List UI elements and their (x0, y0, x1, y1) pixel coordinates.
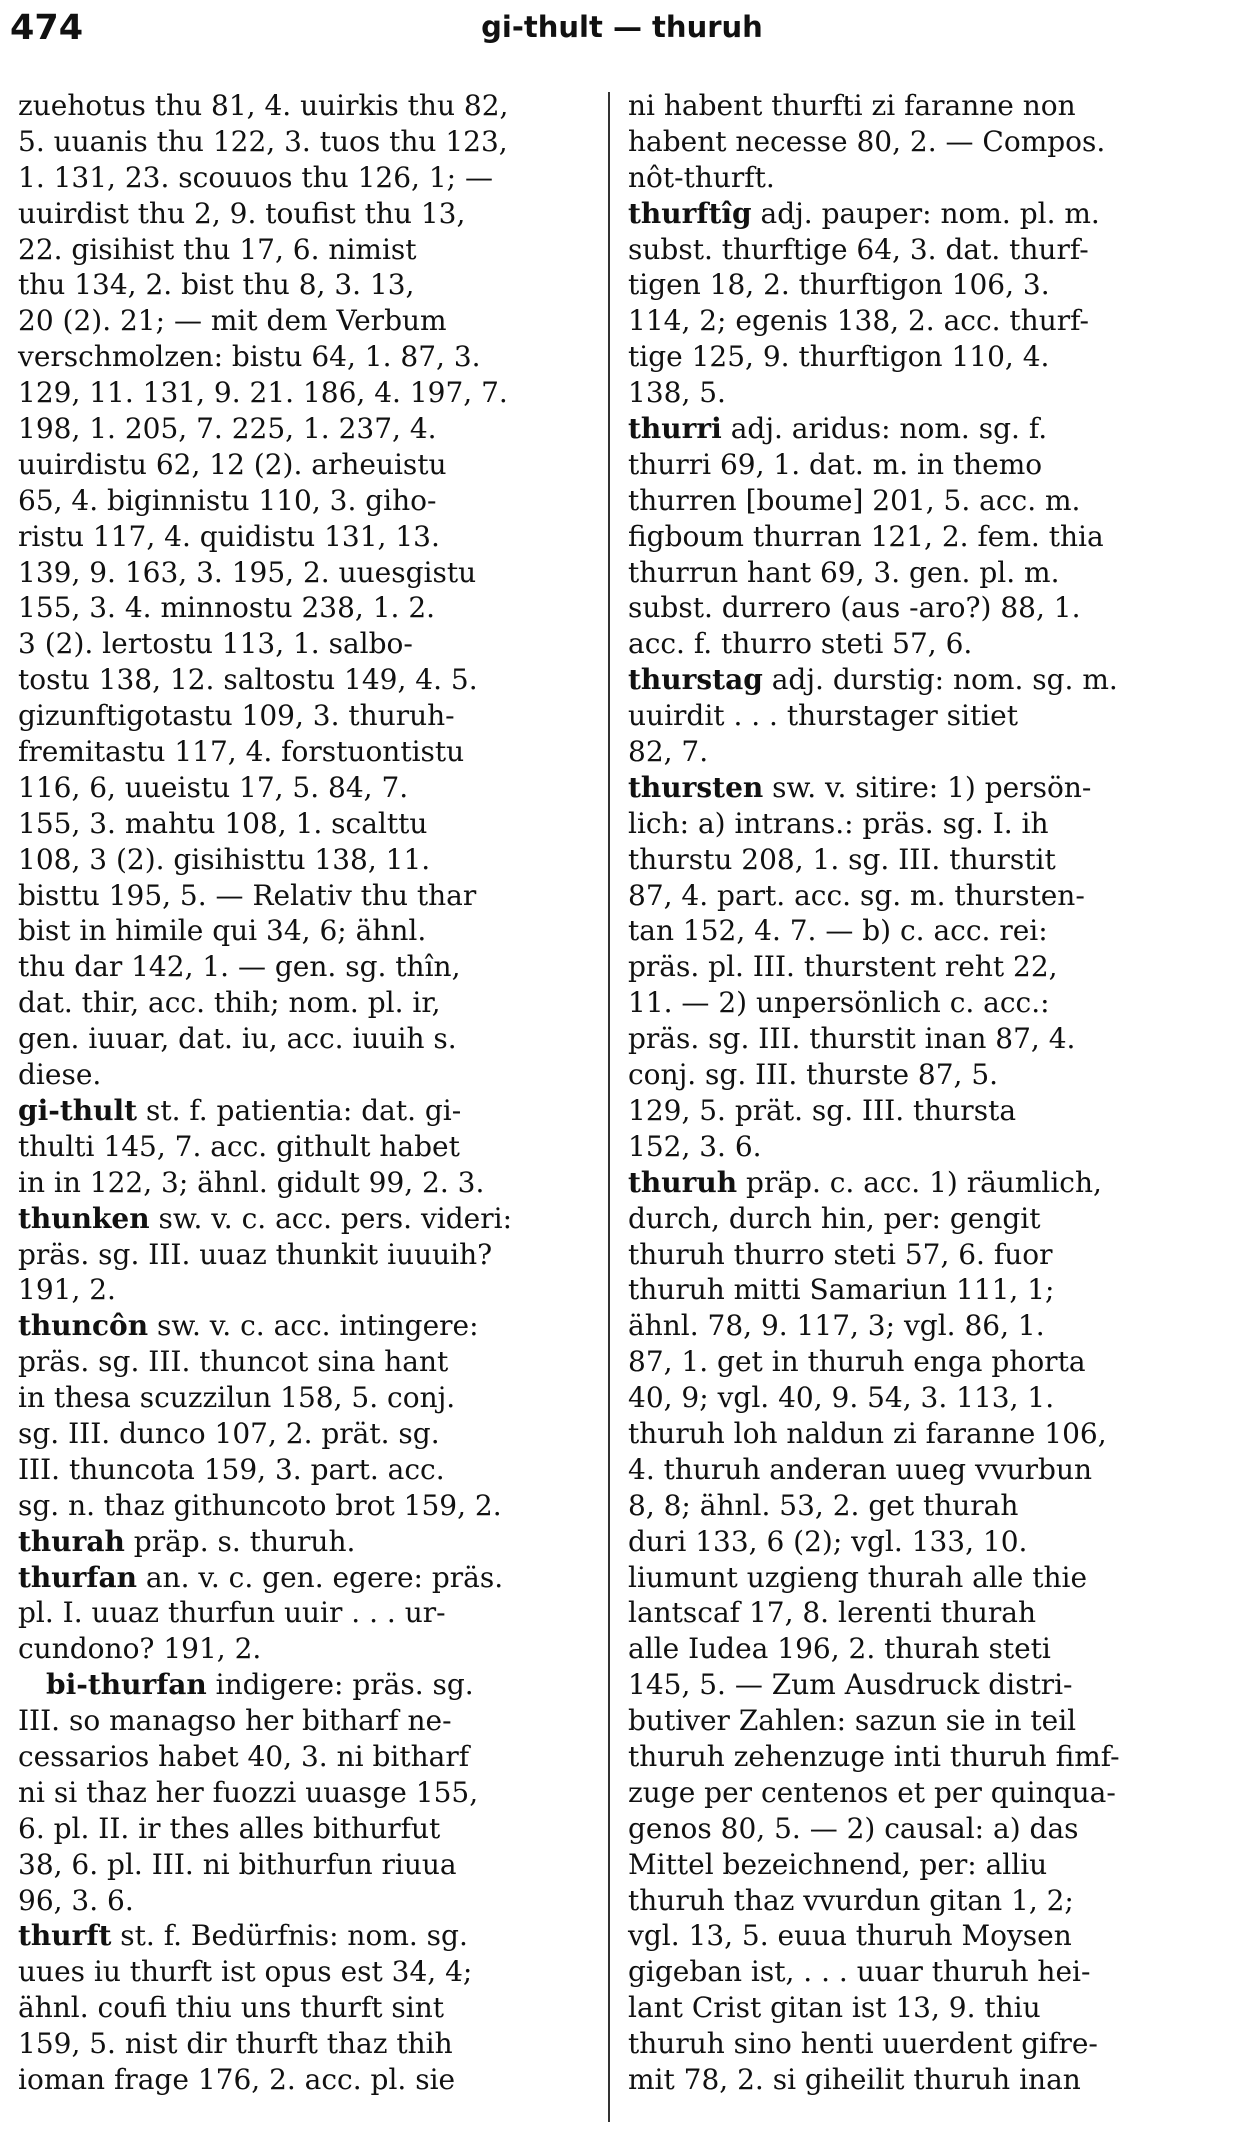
entry-line: thuruh thaz vvurdun gitan 1, 2; (628, 1883, 1074, 1917)
entry-line: uuirdit . . . thurstager sitiet (628, 699, 1018, 733)
entry-line: subst. durrero (aus -aro?) 88, 1. (628, 591, 1081, 625)
entry-line: liumunt uzgieng thurah alle thie (628, 1560, 1088, 1594)
entry-line: 22. gisihist thu 17, 6. nimist (18, 232, 417, 266)
headword: bi-thurfan (46, 1668, 207, 1702)
entry-line: thulti 145, 7. acc. githult habet (18, 1129, 460, 1163)
entry-line: 114, 2; egenis 138, 2. acc. thurf- (628, 304, 1089, 338)
entry-line: 139, 9. 163, 3. 195, 2. uuesgistu (18, 555, 477, 589)
entry-line: 5. uuanis thu 122, 3. tuos thu 123, (18, 124, 508, 158)
entry-line: verschmolzen: bistu 64, 1. 87, 3. (18, 340, 481, 374)
entry-line: thurstag adj. durstig: nom. sg. m. (628, 663, 1118, 697)
entry-line: tige 125, 9. thurftigon 110, 4. (628, 340, 1050, 374)
entry-line: in thesa scuzzilun 158, 5. conj. (18, 1381, 456, 1415)
entry-line: 8, 8; ähnl. 53, 2. get thurah (628, 1488, 1019, 1522)
entry-line: lantscaf 17, 8. lerenti thurah (628, 1596, 1037, 1630)
entry-line: 198, 1. 205, 7. 225, 1. 237, 4. (18, 412, 437, 446)
entry-line: 191, 2. (18, 1273, 116, 1307)
entry-line: 152, 3. 6. (628, 1129, 762, 1163)
entry-line: thunken sw. v. c. acc. pers. videri: (18, 1201, 513, 1235)
entry-line: alle Iudea 196, 2. thurah steti (628, 1632, 1051, 1666)
entry-line: III. so managso her bitharf ne- (18, 1704, 452, 1738)
headword: thurri (628, 412, 722, 446)
entry-line: figboum thurran 121, 2. fem. thia (628, 519, 1104, 553)
entry-line: thuruh thurro steti 57, 6. fuor (628, 1237, 1053, 1271)
entry-line: 11. — 2) unpersönlich c. acc.: (628, 986, 1050, 1020)
entry-line: butiver Zahlen: sazun sie in teil (628, 1704, 1077, 1738)
entry-line: thurren [boume] 201, 5. acc. m. (628, 483, 1081, 517)
entry-line: III. thuncota 159, 3. part. acc. (18, 1452, 445, 1486)
entry-line: 82, 7. (628, 735, 709, 769)
entry-line: thuruh zehenzuge inti thuruh fimf- (628, 1739, 1120, 1773)
entry-line: präs. sg. III. thurstit inan 87, 4. (628, 1022, 1076, 1056)
entry-line: gizunftigotastu 109, 3. thuruh- (18, 699, 455, 733)
headword: thurfan (18, 1560, 137, 1594)
entry-line: pl. I. uuaz thurfun uuir . . . ur- (18, 1596, 446, 1630)
entry-line: uues iu thurft ist opus est 34, 4; (18, 1955, 473, 1989)
entry-line: 129, 5. prät. sg. III. thursta (628, 1093, 1017, 1127)
entry-line: 87, 4. part. acc. sg. m. thursten- (628, 878, 1085, 912)
headword: thurstag (628, 663, 763, 697)
entry-line: 20 (2). 21; — mit dem Verbum (18, 304, 447, 338)
entry-line: 155, 3. mahtu 108, 1. scalttu (18, 806, 428, 840)
entry-line: thuruh loh naldun zi faranne 106, (628, 1416, 1107, 1450)
entry-line: 3 (2). lertostu 113, 1. salbo- (18, 627, 413, 661)
entry-line: lant Crist gitan ist 13, 9. thiu (628, 1991, 1041, 2025)
entry-line: Mittel bezeichnend, per: alliu (628, 1847, 1048, 1881)
entry-line: präs. pl. III. thurstent reht 22, (628, 950, 1058, 984)
entry-line: duri 133, 6 (2); vgl. 133, 10. (628, 1524, 1028, 1558)
entry-line: lich: a) intrans.: präs. sg. I. ih (628, 806, 1049, 840)
entry-line: 108, 3 (2). gisihisttu 138, 11. (18, 842, 431, 876)
entry-line: 116, 6, uueistu 17, 5. 84, 7. (18, 770, 409, 804)
entry-line: thurft st. f. Bedürfnis: nom. sg. (18, 1919, 468, 1953)
entry-line: 145, 5. — Zum Ausdruck distri- (628, 1668, 1073, 1702)
entry-line: uuirdistu 62, 12 (2). arheuistu (18, 447, 447, 481)
entry-line: 40, 9; vgl. 40, 9. 54, 3. 113, 1. (628, 1381, 1055, 1415)
entry-line: tigen 18, 2. thurftigon 106, 3. (628, 268, 1050, 302)
headword: thunken (18, 1201, 150, 1235)
entry-line: zuehotus thu 81, 4. uuirkis thu 82, (18, 89, 509, 122)
right-column (628, 88, 1198, 2098)
entry-line: thurfan an. v. c. gen. egere: präs. (18, 1560, 504, 1594)
entry-line: präs. sg. III. thuncot sina hant (18, 1345, 449, 1379)
entry-line: 65, 4. biginnistu 110, 3. giho- (18, 483, 437, 517)
headword: thuncôn (18, 1309, 149, 1343)
entry-line: ähnl. 78, 9. 117, 3; vgl. 86, 1. (628, 1309, 1045, 1343)
entry-line: tostu 138, 12. saltostu 149, 4. 5. (18, 663, 478, 697)
entry-line: thurri 69, 1. dat. m. in themo (628, 447, 1043, 481)
entry-line: thurstu 208, 1. sg. III. thurstit (628, 842, 1056, 876)
entry-line: uuirdist thu 2, 9. toufist thu 13, (18, 196, 466, 230)
entry-line: zuge per centenos et per quinqua- (628, 1775, 1116, 1809)
entry-line: thurah präp. s. thuruh. (18, 1524, 356, 1558)
entry-line: gigeban ist, . . . uuar thuruh hei- (628, 1955, 1091, 1989)
entry-line: tan 152, 4. 7. — b) c. acc. rei: (628, 914, 1048, 948)
entry-line: thuruh mitti Samariun 111, 1; (628, 1273, 1055, 1307)
headword: thurftîg (628, 196, 752, 230)
entry-line: ioman frage 176, 2. acc. pl. sie (18, 2062, 456, 2096)
entry-line: fremitastu 117, 4. forstuontistu (18, 735, 465, 769)
entry-line: gen. iuuar, dat. iu, acc. iuuih s. (18, 1022, 457, 1056)
entry-line: conj. sg. III. thurste 87, 5. (628, 1058, 999, 1092)
entry-line: 38, 6. pl. III. ni bithurfun riuua (18, 1847, 457, 1881)
entry-line: 96, 3. 6. (18, 1883, 134, 1917)
entry-line: thurrun hant 69, 3. gen. pl. m. (628, 555, 1060, 589)
entry-line: bisttu 195, 5. — Relativ thu thar (18, 878, 477, 912)
entry-line: gi-thult st. f. patientia: dat. gi- (18, 1093, 462, 1127)
entry-line: thuruh sino henti uuerdent gifre- (628, 2027, 1098, 2061)
running-head: gi-thult — thuruh (481, 10, 763, 44)
entry-line: sg. n. thaz githuncoto brot 159, 2. (18, 1488, 502, 1522)
headword: thurah (18, 1524, 125, 1558)
entry-line: cundono? 191, 2. (18, 1632, 262, 1666)
entry-line: ni si thaz her fuozzi uuasge 155, (18, 1775, 479, 1809)
entry-line: diese. (18, 1058, 102, 1092)
entry-line: ähnl. coufi thiu uns thurft sint (18, 1991, 445, 2025)
headword: thurft (18, 1919, 112, 1953)
entry-line: cessarios habet 40, 3. ni bitharf (18, 1739, 470, 1773)
headword: thursten (628, 770, 764, 804)
entry-line: sg. III. dunco 107, 2. prät. sg. (18, 1416, 440, 1450)
entry-line: dat. thir, acc. thih; nom. pl. ir, (18, 986, 441, 1020)
entry-line: nôt-thurft. (628, 160, 775, 194)
entry-line: durch, durch hin, per: gengit (628, 1201, 1041, 1235)
entry-line: in in 122, 3; ähnl. gidult 99, 2. 3. (18, 1165, 485, 1199)
entry-line: thuncôn sw. v. c. acc. intingere: (18, 1309, 479, 1343)
entry-line: thurftîg adj. pauper: nom. pl. m. (628, 196, 1100, 230)
entry-line: acc. f. thurro steti 57, 6. (628, 627, 973, 661)
entry-line: 87, 1. get in thuruh enga phorta (628, 1345, 1086, 1379)
entry-line: bi-thurfan indigere: präs. sg. (46, 1668, 474, 1702)
entry-line: 4. thuruh anderan uueg vvurbun (628, 1452, 1093, 1486)
entry-line: 1. 131, 23. scouuos thu 126, 1; — (18, 160, 494, 194)
entry-line: ni habent thurfti zi faranne non (628, 89, 1076, 122)
entry-line: 159, 5. nist dir thurft thaz thih (18, 2027, 453, 2061)
entry-line: thuruh präp. c. acc. 1) räumlich, (628, 1165, 1102, 1199)
entry-line: thu dar 142, 1. — gen. sg. thîn, (18, 950, 461, 984)
entry-line: mit 78, 2. si giheilit thuruh inan (628, 2062, 1081, 2096)
entry-line: 155, 3. 4. minnostu 238, 1. 2. (18, 591, 436, 625)
headword: thuruh (628, 1165, 738, 1199)
entry-line: thu 134, 2. bist thu 8, 3. 13, (18, 268, 415, 302)
entry-line: habent necesse 80, 2. — Compos. (628, 124, 1106, 158)
entry-line: ristu 117, 4. quidistu 131, 13. (18, 519, 440, 553)
left-column (18, 88, 588, 2098)
entry-line: bist in himile qui 34, 6; ähnl. (18, 914, 427, 948)
entry-line: subst. thurftige 64, 3. dat. thurf- (628, 232, 1089, 266)
entry-line: thurri adj. aridus: nom. sg. f. (628, 412, 1048, 446)
entry-line: thursten sw. v. sitire: 1) persön- (628, 770, 1092, 804)
entry-line: genos 80, 5. — 2) causal: a) das (628, 1811, 1079, 1845)
page-number: 474 (10, 8, 84, 48)
column-divider (608, 92, 610, 2122)
entry-line: vgl. 13, 5. euua thuruh Moysen (628, 1919, 1072, 1953)
entry-line: 138, 5. (628, 376, 726, 410)
entry-line: 6. pl. II. ir thes alles bithurfut (18, 1811, 441, 1845)
headword: gi-thult (18, 1093, 138, 1127)
entry-line: 129, 11. 131, 9. 21. 186, 4. 197, 7. (18, 376, 508, 410)
entry-line: präs. sg. III. uuaz thunkit iuuuih? (18, 1237, 493, 1271)
page-header (0, 8, 1244, 58)
